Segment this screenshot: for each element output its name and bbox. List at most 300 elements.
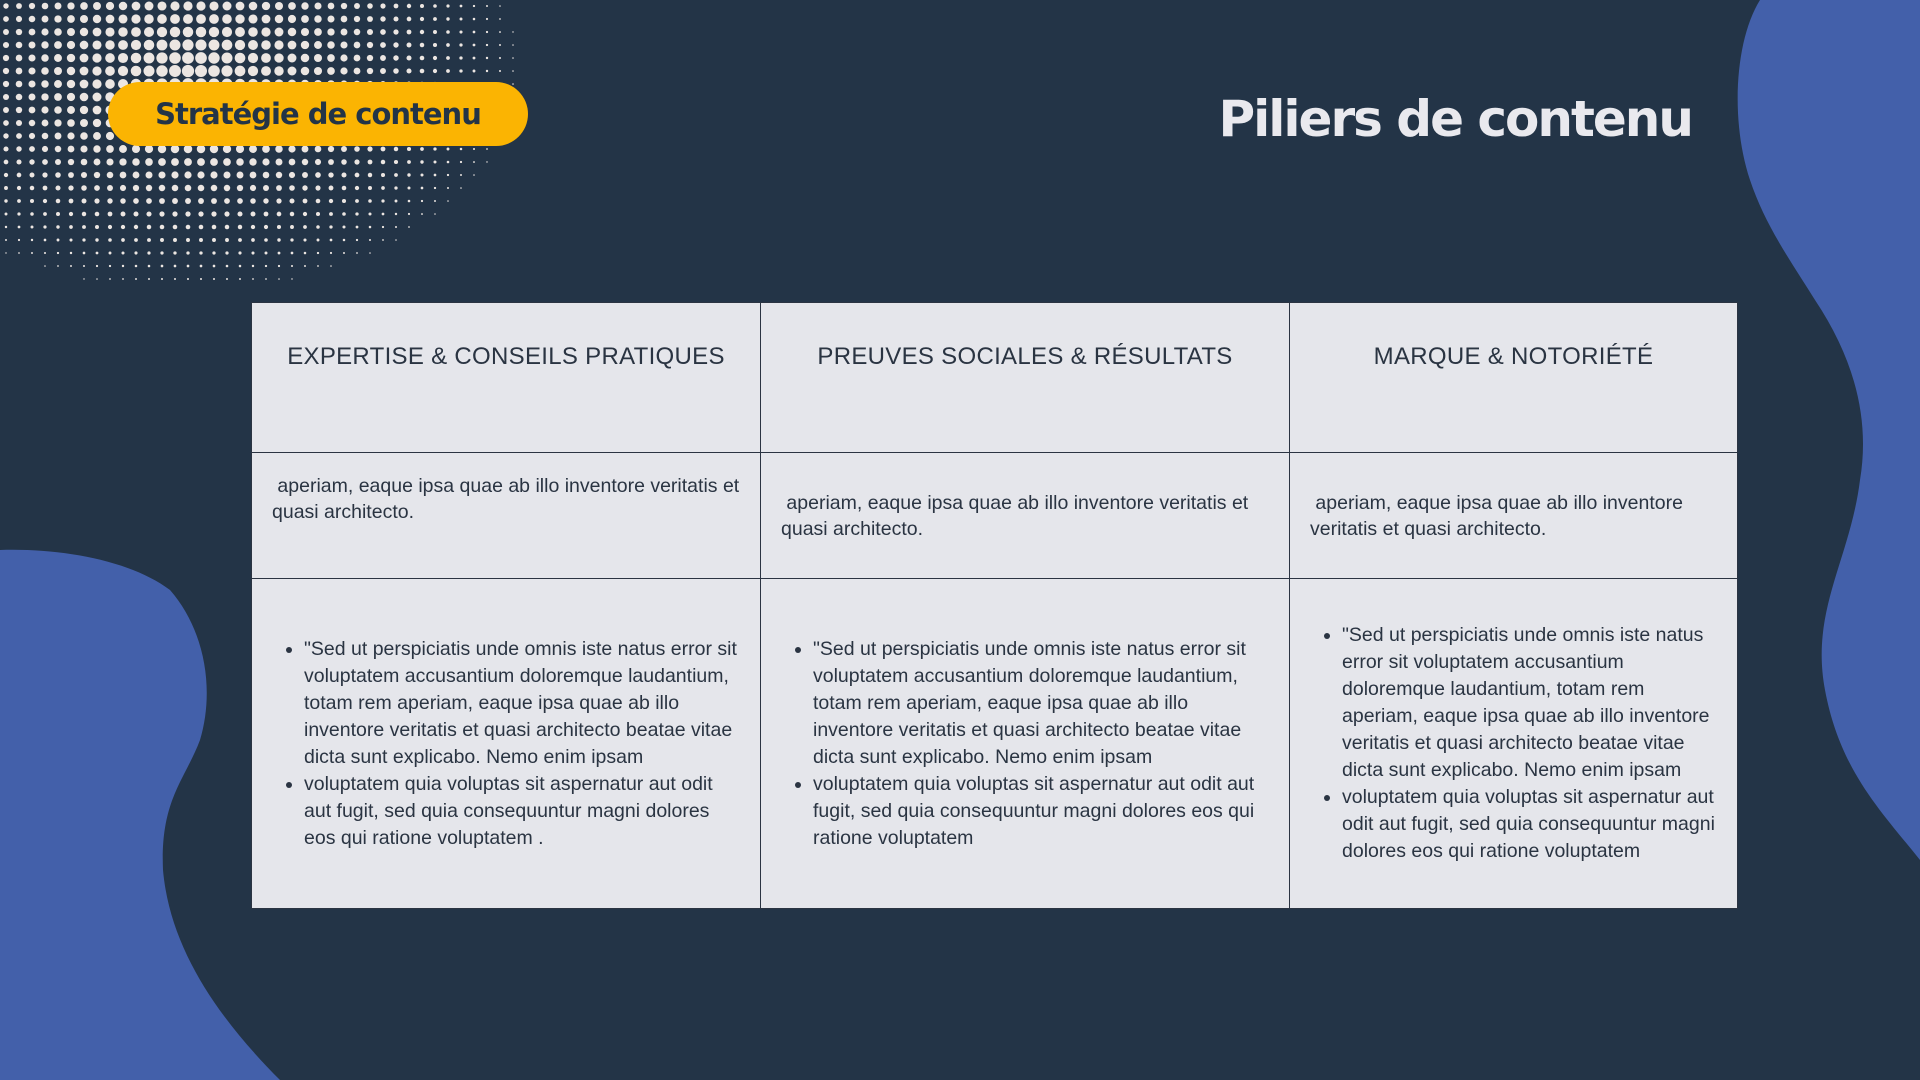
column-heading-expertise: EXPERTISE & CONSEILS PRATIQUES	[252, 303, 761, 453]
halftone-dot	[446, 4, 449, 7]
halftone-dot	[420, 160, 423, 163]
halftone-dot	[92, 40, 101, 49]
halftone-dot	[93, 106, 102, 115]
halftone-dot	[44, 265, 46, 267]
halftone-dot	[314, 28, 322, 36]
halftone-dot	[132, 158, 140, 166]
halftone-dot	[169, 65, 181, 77]
halftone-dot	[145, 158, 153, 166]
halftone-dot	[237, 211, 242, 216]
halftone-dot	[473, 5, 475, 7]
halftone-dot	[264, 212, 269, 217]
halftone-dot	[172, 198, 178, 204]
halftone-dot	[301, 2, 308, 9]
halftone-dot	[499, 31, 501, 33]
halftone-dot	[237, 198, 243, 204]
halftone-dot	[29, 120, 35, 126]
halftone-dot	[291, 265, 293, 267]
halftone-dot	[407, 186, 410, 189]
halftone-dot	[208, 65, 220, 77]
halftone-dot	[135, 265, 138, 268]
list-item: • voluptatem quia voluptas sit aspernatur aut odit aut fugit, sed quia consequuntur magni dolores eos qui ratione voluptatem	[1342, 784, 1721, 865]
halftone-dot	[460, 161, 462, 163]
halftone-dot	[42, 16, 49, 23]
table-body-row	[252, 579, 1738, 909]
halftone-dot	[276, 198, 281, 203]
halftone-dot	[367, 3, 373, 9]
halftone-dot	[56, 225, 59, 228]
halftone-dot	[42, 133, 49, 140]
halftone-dot	[29, 3, 35, 9]
halftone-dot	[341, 172, 346, 177]
halftone-dot	[93, 2, 101, 10]
halftone-dot	[54, 80, 62, 88]
halftone-dot	[54, 54, 62, 62]
halftone-dot	[17, 199, 21, 203]
halftone-dot	[248, 40, 258, 50]
halftone-dot	[16, 29, 22, 35]
halftone-dot	[235, 66, 246, 77]
halftone-dot	[131, 14, 140, 23]
halftone-dot	[276, 159, 283, 166]
halftone-dot	[459, 69, 462, 72]
halftone-dot	[182, 65, 194, 77]
halftone-dot	[118, 66, 128, 76]
halftone-dot	[274, 53, 283, 62]
halftone-dot	[16, 3, 22, 9]
halftone-dot	[459, 30, 462, 33]
halftone-dot	[486, 44, 488, 46]
halftone-dot	[41, 28, 48, 35]
list-item: • "Sed ut perspiciatis unde omnis iste natus error sit voluptatem accusantium doloremque laudantium, totam rem aperiam, eaque ipsa quae ab illo inventore veritatis et quasi architecto beatae vitae dicta sunt explicabo. Nemo enim ipsam	[813, 636, 1273, 771]
halftone-dot	[160, 238, 164, 242]
halftone-dot	[447, 148, 450, 151]
halftone-dot	[109, 265, 111, 267]
halftone-dot	[43, 186, 48, 191]
halftone-dot	[406, 55, 411, 60]
halftone-dot	[122, 278, 124, 280]
halftone-dot	[486, 70, 488, 72]
halftone-dot	[82, 199, 87, 204]
halftone-dot	[5, 213, 8, 216]
halftone-dot	[68, 146, 75, 153]
halftone-dot	[303, 225, 307, 229]
halftone-dot	[183, 1, 192, 10]
halftone-dot	[41, 106, 48, 113]
halftone-dot	[315, 146, 322, 153]
halftone-dot	[158, 158, 166, 166]
halftone-dot	[301, 54, 310, 63]
halftone-dot	[17, 186, 21, 190]
halftone-dot	[212, 225, 217, 230]
halftone-dot	[118, 53, 128, 63]
halftone-dot	[3, 94, 9, 100]
halftone-dot	[210, 171, 217, 178]
halftone-dot	[420, 43, 425, 48]
halftone-dot	[277, 225, 281, 229]
halftone-dot	[368, 212, 371, 215]
halftone-dot	[212, 251, 215, 254]
halftone-dot	[316, 225, 320, 229]
halftone-dot	[197, 171, 204, 178]
halftone-dot	[395, 213, 397, 215]
halftone-dot	[460, 174, 462, 176]
halftone-dot	[382, 213, 385, 216]
halftone-dot	[327, 41, 335, 49]
halftone-dot	[82, 238, 85, 241]
halftone-dot	[144, 40, 155, 51]
halftone-dot	[82, 225, 86, 229]
halftone-dot	[195, 39, 206, 50]
halftone-dot	[393, 16, 398, 21]
halftone-dot	[54, 106, 62, 114]
halftone-dot	[186, 238, 190, 242]
halftone-dot	[395, 239, 397, 241]
halftone-dot	[44, 252, 46, 254]
halftone-dot	[83, 265, 85, 267]
halftone-dot	[16, 16, 22, 22]
halftone-dot	[105, 79, 115, 89]
halftone-dot	[29, 133, 35, 139]
halftone-dot	[223, 171, 230, 178]
halftone-dot	[433, 56, 437, 60]
halftone-dot	[131, 40, 141, 50]
halftone-dot	[80, 54, 89, 63]
halftone-dot	[171, 158, 179, 166]
halftone-dot	[304, 252, 307, 255]
halftone-dot	[276, 185, 282, 191]
halftone-dot	[133, 198, 139, 204]
halftone-dot	[238, 251, 241, 254]
halftone-dot	[67, 2, 74, 9]
list-item: • voluptatem quia voluptas sit aspernatur aut odit aut fugit, sed quia consequuntur magni dolores eos qui ratione voluptatem .	[304, 771, 744, 852]
halftone-dot	[80, 93, 89, 102]
halftone-dot	[16, 159, 21, 164]
halftone-dot	[486, 31, 488, 33]
halftone-dot	[131, 53, 142, 64]
halftone-dot	[147, 251, 150, 254]
halftone-dot	[54, 28, 62, 36]
halftone-dot	[159, 185, 165, 191]
halftone-dot	[198, 198, 204, 204]
halftone-dot	[54, 41, 62, 49]
halftone-dot	[369, 226, 372, 229]
halftone-dot	[118, 27, 127, 36]
halftone-dot	[145, 145, 153, 153]
halftone-dot	[186, 225, 191, 230]
halftone-dot	[381, 186, 385, 190]
halftone-dot	[421, 187, 424, 190]
halftone-dot	[499, 44, 501, 46]
halftone-dot	[367, 55, 373, 61]
halftone-dot	[274, 40, 283, 49]
halftone-dot	[54, 119, 61, 126]
halftone-dot	[67, 119, 75, 127]
halftone-dot	[380, 16, 385, 21]
halftone-dot	[131, 27, 141, 37]
halftone-dot	[185, 198, 191, 204]
halftone-dot	[499, 18, 501, 20]
halftone-dot	[275, 145, 282, 152]
halftone-dot	[42, 3, 49, 10]
halftone-dot	[119, 2, 128, 11]
halftone-dot	[80, 2, 88, 10]
halftone-dot	[225, 225, 230, 230]
halftone-dot	[408, 200, 411, 203]
halftone-dot	[226, 265, 229, 268]
halftone-dot	[105, 53, 115, 63]
halftone-dot	[341, 146, 347, 152]
halftone-dot	[408, 213, 410, 215]
halftone-dot	[4, 199, 7, 202]
halftone-dot	[42, 146, 48, 152]
halftone-dot	[265, 252, 268, 255]
halftone-dot	[407, 30, 412, 35]
halftone-dot	[420, 30, 424, 34]
halftone-dot	[156, 52, 167, 63]
halftone-dot	[289, 159, 296, 166]
halftone-dot	[159, 211, 164, 216]
halftone-dot	[95, 212, 100, 217]
halftone-dot	[473, 148, 475, 150]
halftone-dot	[160, 225, 165, 230]
halftone-dot	[55, 3, 62, 10]
halftone-dot	[200, 265, 203, 268]
halftone-dot	[446, 43, 450, 47]
halftone-dot	[145, 2, 154, 11]
halftone-dot	[301, 67, 310, 76]
halftone-dot	[80, 41, 89, 50]
halftone-dot	[187, 278, 189, 280]
halftone-dot	[342, 186, 347, 191]
halftone-dot	[420, 4, 424, 8]
halftone-dot	[16, 55, 23, 62]
halftone-dot	[80, 145, 87, 152]
halftone-dot	[380, 3, 385, 8]
halftone-dot	[30, 212, 34, 216]
halftone-dot	[315, 159, 321, 165]
halftone-dot	[235, 40, 245, 50]
halftone-dot	[83, 252, 86, 255]
halftone-dot	[106, 145, 114, 153]
halftone-dot	[30, 186, 35, 191]
halftone-dot	[408, 226, 410, 228]
halftone-dot	[289, 198, 294, 203]
halftone-dot	[236, 2, 245, 11]
halftone-dot	[317, 265, 319, 267]
halftone-dot	[16, 146, 21, 151]
halftone-dot	[69, 212, 73, 216]
halftone-dot	[57, 265, 59, 267]
halftone-dot	[434, 213, 436, 215]
halftone-dot	[249, 158, 256, 165]
halftone-dot	[238, 225, 242, 229]
halftone-dot	[144, 53, 155, 64]
halftone-dot	[277, 212, 282, 217]
halftone-dot	[261, 40, 271, 50]
halftone-dot	[147, 225, 152, 230]
halftone-dot	[459, 43, 462, 46]
halftone-dot	[316, 212, 320, 216]
halftone-dot	[420, 69, 425, 74]
halftone-dot	[80, 80, 89, 89]
halftone-dot	[4, 186, 8, 190]
halftone-dot	[342, 199, 346, 203]
halftone-dot	[3, 29, 9, 35]
halftone-dot	[225, 251, 228, 254]
halftone-dot	[223, 2, 232, 11]
halftone-dot	[195, 65, 207, 77]
halftone-dot	[80, 132, 88, 140]
halftone-dot	[275, 28, 284, 37]
halftone-dot	[356, 252, 358, 254]
halftone-dot	[393, 42, 398, 47]
halftone-dot	[274, 66, 283, 75]
halftone-dot	[459, 56, 462, 59]
halftone-dot	[382, 226, 384, 228]
halftone-dot	[82, 212, 86, 216]
halftone-dot	[356, 239, 358, 241]
halftone-dot	[380, 55, 386, 61]
halftone-dot	[302, 172, 308, 178]
halftone-dot	[499, 57, 501, 59]
halftone-dot	[291, 252, 294, 255]
halftone-dot	[108, 225, 112, 229]
halftone-dot	[327, 15, 334, 22]
halftone-dot	[301, 41, 309, 49]
halftone-dot	[145, 171, 152, 178]
halftone-dot	[421, 200, 423, 202]
halftone-dot	[264, 225, 268, 229]
halftone-dot	[512, 31, 513, 32]
halftone-dot	[486, 5, 488, 7]
halftone-dot	[248, 27, 258, 37]
halftone-dot	[109, 252, 112, 255]
halftone-dot	[222, 40, 233, 51]
halftone-dot	[3, 146, 8, 151]
halftone-dot	[17, 173, 22, 178]
halftone-dot	[170, 14, 180, 24]
halftone-dot	[381, 147, 386, 152]
halftone-dot	[157, 27, 167, 37]
halftone-dot	[196, 1, 205, 10]
halftone-dot	[4, 160, 9, 165]
halftone-dot	[119, 158, 126, 165]
halftone-dot	[108, 238, 112, 242]
halftone-dot	[354, 159, 359, 164]
halftone-dot	[381, 199, 384, 202]
halftone-dot	[226, 278, 228, 280]
section-badge-label: Stratégie de contenu	[155, 97, 481, 131]
halftone-dot	[420, 17, 424, 21]
halftone-dot	[107, 172, 114, 179]
halftone-dot	[290, 212, 294, 216]
halftone-dot	[131, 66, 142, 77]
halftone-dot	[41, 41, 48, 48]
halftone-dot	[148, 278, 150, 280]
halftone-dot	[92, 79, 101, 88]
halftone-dot	[105, 27, 114, 36]
halftone-dot	[135, 278, 137, 280]
halftone-dot	[41, 80, 49, 88]
halftone-dot	[174, 278, 176, 280]
halftone-dot	[369, 252, 371, 254]
halftone-dot	[159, 198, 165, 204]
halftone-dot	[185, 185, 192, 192]
halftone-dot	[395, 226, 397, 228]
halftone-dot	[329, 225, 332, 228]
halftone-dot	[54, 67, 62, 75]
halftone-dot	[195, 52, 207, 64]
halftone-dot	[368, 173, 372, 177]
halftone-dot	[290, 238, 293, 241]
halftone-dot	[122, 265, 124, 267]
halftone-dot	[67, 67, 75, 75]
halftone-dot	[263, 172, 270, 179]
halftone-dot	[29, 42, 36, 49]
halftone-dot	[433, 17, 437, 21]
halftone-dot	[146, 211, 151, 216]
halftone-dot	[314, 15, 321, 22]
halftone-dot	[314, 2, 321, 9]
halftone-dot	[473, 174, 475, 176]
halftone-dot	[107, 198, 112, 203]
halftone-dot	[447, 174, 449, 176]
halftone-dot	[223, 145, 231, 153]
halftone-dot	[236, 145, 244, 153]
halftone-dot	[105, 40, 114, 49]
halftone-dot	[210, 145, 218, 153]
halftone-dot	[316, 199, 321, 204]
halftone-dot	[54, 15, 61, 22]
halftone-dot	[381, 160, 385, 164]
halftone-dot	[262, 145, 270, 153]
halftone-dot	[407, 173, 410, 176]
halftone-dot	[262, 15, 271, 24]
halftone-dot	[96, 265, 98, 267]
intro-brand: aperiam, eaque ipsa quae ab illo inventore veritatis et quasi architecto.	[1290, 453, 1738, 579]
halftone-dot	[92, 66, 101, 75]
halftone-dot	[303, 238, 306, 241]
halftone-dot	[447, 200, 449, 202]
halftone-dot	[340, 67, 347, 74]
halftone-dot	[249, 2, 258, 11]
halftone-dot	[173, 238, 177, 242]
halftone-dot	[57, 239, 60, 242]
list-item: • voluptatem quia voluptas sit aspernatur aut odit aut fugit, sed quia consequuntur magni dolores eos qui ratione voluptatem	[813, 771, 1273, 852]
halftone-dot	[212, 238, 216, 242]
halftone-dot	[433, 30, 437, 34]
halftone-dot	[43, 212, 47, 216]
halftone-dot	[30, 173, 35, 178]
halftone-dot	[18, 239, 20, 241]
halftone-dot	[29, 107, 36, 114]
halftone-dot	[289, 185, 295, 191]
halftone-dot	[16, 42, 23, 49]
halftone-dot	[55, 133, 62, 140]
halftone-dot	[394, 173, 398, 177]
halftone-dot	[211, 185, 218, 192]
halftone-dot	[121, 225, 125, 229]
halftone-dot	[446, 56, 450, 60]
halftone-dot	[486, 57, 488, 59]
halftone-dot	[407, 147, 411, 151]
halftone-dot	[369, 239, 371, 241]
halftone-dot	[200, 278, 202, 280]
body-social-proof	[761, 579, 1290, 909]
halftone-dot	[221, 52, 232, 63]
halftone-dot	[288, 28, 297, 37]
